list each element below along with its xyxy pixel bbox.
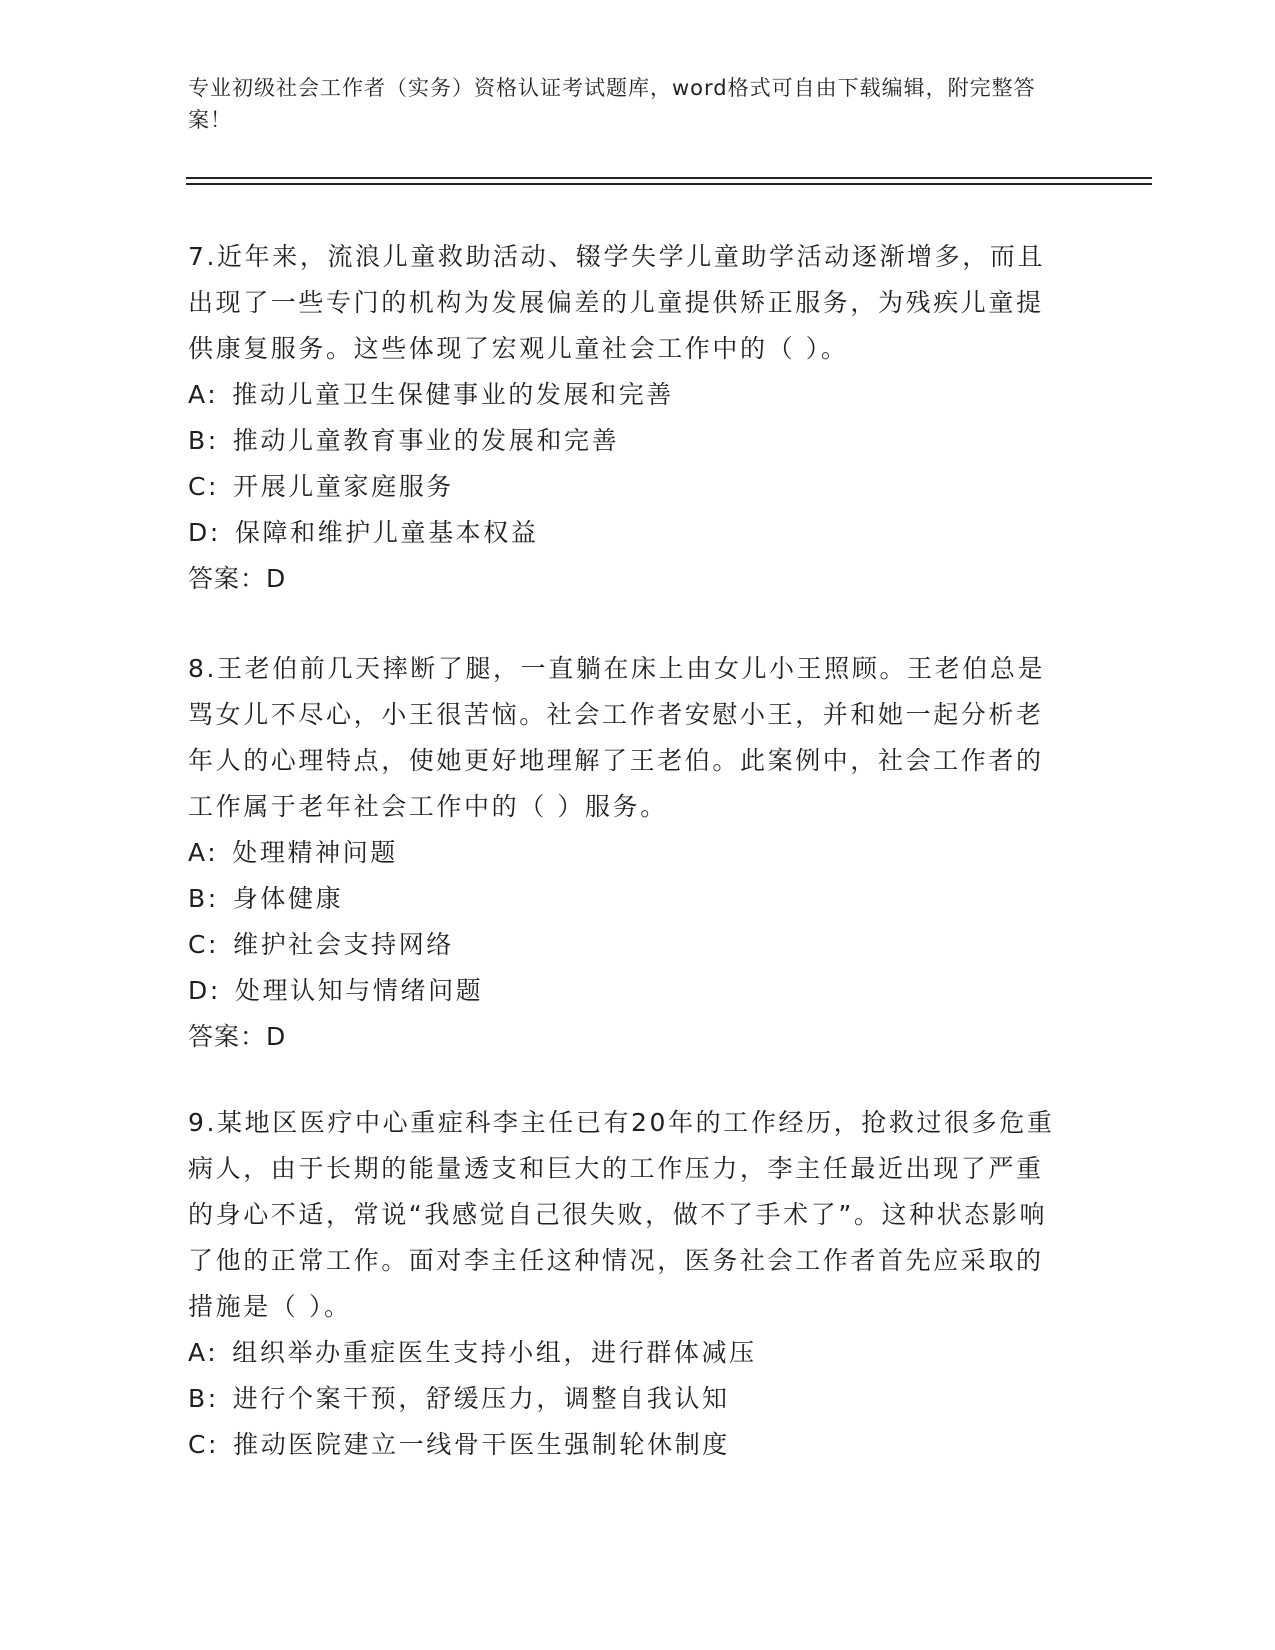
option-c	[188, 922, 1068, 968]
option-letter: B:	[188, 1384, 219, 1413]
option-letter: C:	[188, 930, 220, 959]
option-text: 处理精神问题	[232, 838, 398, 867]
option-letter: C:	[188, 472, 220, 501]
option-letter: D:	[188, 976, 221, 1005]
option-text: 开展儿童家庭服务	[233, 472, 454, 501]
answer-line: 答案：D	[188, 564, 287, 593]
option-text: 组织举办重症医生支持小组，进行群体减压	[232, 1338, 757, 1367]
option-a	[188, 372, 1068, 418]
question-stem: 9.某地区医疗中心重症科李主任已有20年的工作经历，抢救过很多危重病人，由于长期的能量透支和巨大的工作压力，李主任最近出现了严重的身心不适，常说“我感觉自己很失败，做不了手术了”。这种状态影响了他的正常工作。面对李主任这种情况，医务社会工作者首先应采取的措施是（ ）。	[188, 1108, 1055, 1321]
option-b	[188, 876, 1068, 922]
option-text: 维护社会支持网络	[233, 930, 454, 959]
option-a	[188, 1330, 1068, 1376]
header-divider-bottom	[186, 183, 1152, 185]
option-b	[188, 1376, 1068, 1422]
header-text: 专业初级社会工作者（实务）资格认证考试题库，word格式可自由下载编辑，附完整答案！	[188, 76, 1036, 132]
option-text: 推动儿童教育事业的发展和完善	[232, 426, 620, 455]
option-b	[188, 418, 1068, 464]
option-text: 保障和维护儿童基本权益	[234, 518, 539, 547]
option-d	[188, 510, 1068, 556]
question-7	[188, 234, 1068, 602]
question-stem: 8.王老伯前几天摔断了腿，一直躺在床上由女儿小王照顾。王老伯总是骂女儿不尽心，小王很苦恼。社会工作者安慰小王，并和她一起分析老年人的心理特点，使她更好地理解了王老伯。此案例中，社会工作者的工作属于老年社会工作中的（ ）服务。	[188, 654, 1046, 821]
option-letter: A:	[188, 838, 219, 867]
option-letter: C:	[188, 1430, 220, 1459]
option-c	[188, 1422, 1068, 1468]
option-a	[188, 830, 1068, 876]
question-stem: 7.近年来，流浪儿童救助活动、辍学失学儿童助学活动逐渐增多，而且出现了一些专门的机构为发展偏差的儿童提供矫正服务，为残疾儿童提供康复服务。这些体现了宏观儿童社会工作中的（ ）。	[188, 242, 1046, 363]
question-8	[188, 646, 1068, 1060]
option-letter: A:	[188, 380, 219, 409]
option-d	[188, 968, 1068, 1014]
question-9	[188, 1100, 1068, 1468]
option-letter: D:	[188, 518, 221, 547]
answer-line: 答案：D	[188, 1022, 287, 1051]
option-text: 身体健康	[232, 884, 344, 913]
document-header	[188, 72, 1068, 136]
option-letter: B:	[188, 884, 219, 913]
option-c	[188, 464, 1068, 510]
option-text: 进行个案干预，舒缓压力，调整自我认知	[232, 1384, 730, 1413]
option-letter: B:	[188, 426, 219, 455]
option-text: 推动医院建立一线骨干医生强制轮休制度	[233, 1430, 730, 1459]
option-text: 推动儿童卫生保健事业的发展和完善	[232, 380, 674, 409]
header-divider-top	[186, 177, 1152, 179]
option-text: 处理认知与情绪问题	[234, 976, 484, 1005]
option-letter: A:	[188, 1338, 219, 1367]
